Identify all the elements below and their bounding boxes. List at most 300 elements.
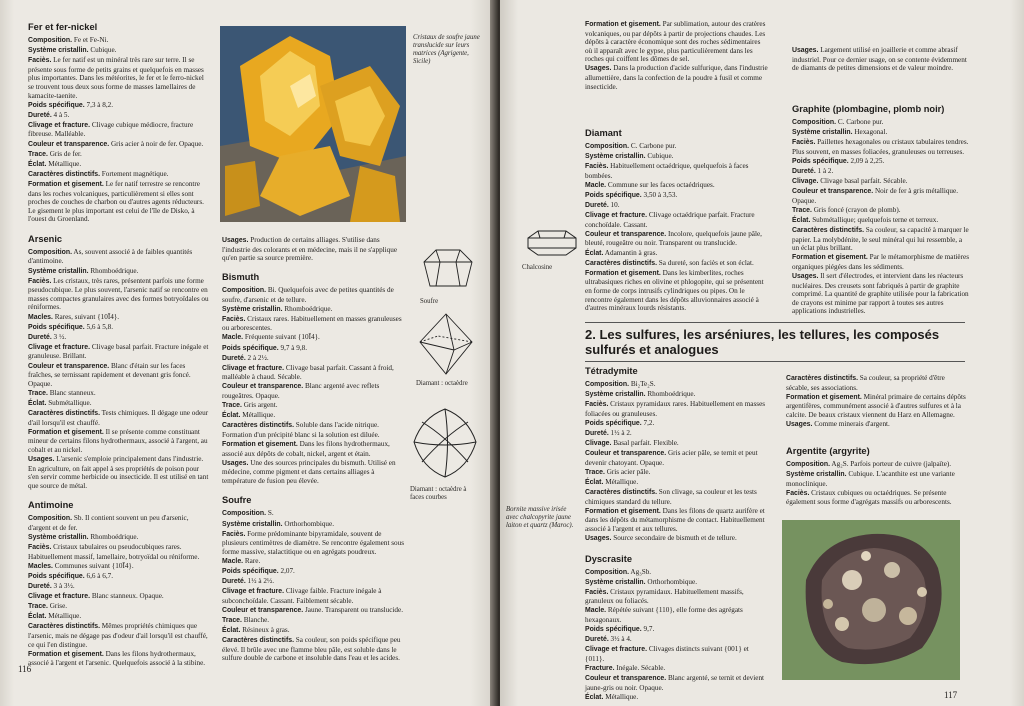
property-line — [585, 449, 769, 467]
property-value: Par sublimation, autour des cratères volcaniques, ou par dépôts à partir de projections chaudes. Les dépôts à caractère économique sont des roches sédimentaires où il apparaît avec le gypse, plus particulièrement dans les roches qui coiffent les dômes de sel. — [585, 20, 766, 64]
property-value: Cristaux tabulaires ou pseudocubiques rares. Habituellement massif, lamellaire, botryoïdal ou réniforme. — [28, 543, 200, 561]
property-label: Trace. — [28, 603, 48, 611]
mineral-title: Graphite (plombagine, plomb noir) — [792, 104, 945, 114]
section-number: 2. — [585, 327, 596, 342]
mineral-entry — [222, 272, 408, 485]
property-label: Caractères distinctifs. — [585, 259, 657, 267]
property-value: C. Carbone pur. — [836, 118, 884, 126]
property-line — [28, 277, 210, 312]
property-value: 1½ à 2½. — [245, 577, 275, 586]
property-line — [792, 216, 970, 226]
property-line — [28, 562, 210, 572]
property-line — [585, 568, 769, 578]
property-label: Couleur et transparence. — [222, 606, 304, 614]
property-label: Faciès. — [222, 530, 246, 538]
property-value: Clivages distincts suivant {001} et {011}. — [585, 645, 749, 663]
property-line — [28, 46, 210, 56]
property-line — [585, 635, 769, 645]
property-value: Sa couleur, son poids spécifique peu élevé. Il brûle avec une flamme bleu pâle, est soluble dans le sulfure double de carbone et insoluble dans l'eau et les acides. — [222, 636, 401, 663]
property-line — [28, 160, 210, 170]
property-label: Clivage. — [585, 440, 612, 448]
property-line — [585, 201, 769, 211]
property-value: Dans les filons de quartz aurifère et dans les dépôts du métamorphisme de contact. Habituellement associé à l'argent et aux tellures. — [585, 506, 765, 533]
property-value: 9,7. — [641, 625, 655, 634]
property-value: Jaune. Transparent ou translucide. — [303, 605, 403, 614]
property-value: Clivage basal parfait. Sécable. — [818, 177, 908, 186]
property-label: Dureté. — [222, 354, 246, 362]
property-value: Rhomboédrique. — [282, 304, 333, 313]
property-line — [585, 390, 769, 400]
sulfur-crystal-photo — [220, 26, 406, 222]
property-value: Noir de fer à gris métallique. Opaque. — [792, 187, 959, 205]
mineral-entry — [792, 104, 970, 316]
bornite-caption: Bornite massive irisée avec chalcopyrite jaune laiton et quartz (Maroc). — [506, 506, 574, 529]
property-line — [28, 248, 210, 266]
property-line — [585, 380, 769, 390]
property-line — [585, 142, 769, 152]
property-label: Caractères distinctifs. — [28, 170, 100, 178]
property-line — [28, 267, 210, 277]
property-label: Caractères distinctifs. — [28, 409, 100, 417]
property-value: Il sert d'électrodes, et intervient dans les réacteurs nucléaires. Des creusets sont fabriqués à partir de graphite comprimé. La quantité de graphite utilisée pour la fabrication de crayons est minime par rapport à toutes ses autres applications industrielles. — [792, 272, 969, 316]
right-column-3 — [585, 366, 769, 701]
property-value: Sa dureté, son faciès et son éclat. — [657, 258, 754, 267]
property-label: Formation et gisement. — [28, 428, 104, 436]
property-label: Caractères distinctifs. — [792, 227, 864, 235]
property-line — [28, 650, 210, 668]
mineral-title: Dyscrasite — [585, 553, 633, 564]
crystal-caption-diamant-faces-courbes: Diamant : octaèdre à faces courbes — [410, 486, 467, 501]
property-line — [28, 514, 210, 532]
property-value: Blanc stanneux. — [47, 388, 96, 397]
property-value: Gris acier à noir de fer. Opaque. — [109, 139, 204, 148]
property-line — [28, 36, 210, 46]
property-value: Dans les kimberlites, roches ultrabasiques riches en olivine et phlogopite, qui se présentent en forme de corps intrusifs cylindriques ou pipes. On le rencontre également dans les dépôts alluvionnaires associé à d'autres minéraux lourds résistants. — [585, 268, 764, 313]
property-value: Orthorhombique. — [282, 519, 335, 528]
property-line — [786, 470, 966, 488]
property-label: Système cristallin. — [585, 578, 646, 586]
property-line — [585, 429, 769, 439]
property-line — [786, 393, 966, 420]
property-label: Composition. — [792, 119, 837, 126]
property-value: Dans les filons hydrothermaux, associé à l'argent et l'arsenic. Quelquefois associé à la stibine. — [28, 649, 206, 668]
property-label: Couleur et transparence. — [585, 230, 667, 238]
property-value: 1½ à 2. — [608, 428, 632, 437]
property-value: Blanc argenté avec reflets rougeâtres. Opaque. — [222, 382, 380, 401]
property-line — [792, 157, 970, 167]
property-value: Métallique. — [603, 692, 639, 701]
property-value: Gris acier pâle, se ternit et peut devenir chatoyant. Opaque. — [585, 449, 758, 467]
property-label: Caractères distinctifs. — [222, 637, 294, 645]
mineral-entry — [28, 22, 210, 224]
property-value: Basal parfait. Flexible. — [611, 439, 679, 448]
property-line — [585, 588, 769, 606]
property-value: Fortement magnétique. — [100, 169, 169, 178]
property-label: Dureté. — [222, 578, 246, 586]
right-column-1 — [585, 128, 769, 316]
property-value: Son clivage, sa couleur et les tests chimiques standard du tellure. — [585, 488, 757, 506]
property-label: Usages. — [222, 459, 249, 467]
property-value: 7,2. — [641, 418, 655, 427]
property-label: Usages. — [28, 455, 55, 463]
property-label: Dureté. — [585, 636, 609, 644]
property-label: Caractères distinctifs. — [28, 623, 100, 631]
property-line — [28, 111, 210, 121]
property-label: Éclat. — [28, 613, 47, 621]
property-label: Clivage et fracture. — [28, 121, 91, 129]
right-column-2-top — [792, 46, 970, 100]
property-value: Commune sur les faces octaédriques. — [606, 180, 715, 189]
property-label: Couleur et transparence. — [792, 188, 874, 196]
property-value: Submétallique. — [46, 398, 92, 407]
property-value: Résineux à gras. — [240, 626, 290, 635]
property-label: Faciès. — [28, 277, 52, 285]
property-value: Cubique. — [88, 46, 117, 55]
property-line — [585, 162, 769, 180]
property-line — [786, 489, 966, 507]
property-line — [792, 138, 970, 156]
property-label: Éclat. — [222, 412, 241, 420]
crystal-caption-chalcosine: Chalcosine — [522, 264, 553, 271]
property-line — [28, 572, 210, 582]
property-label: Faciès. — [792, 139, 816, 147]
property-label: Formation et gisement. — [585, 507, 661, 515]
property-line — [28, 399, 210, 409]
property-label: Caractères distinctifs. — [786, 375, 858, 382]
property-label: Système cristallin. — [786, 471, 847, 479]
property-line — [222, 354, 408, 364]
property-line — [222, 305, 408, 315]
property-line — [222, 606, 408, 616]
property-line — [585, 664, 769, 674]
property-label: Composition. — [222, 510, 267, 518]
property-line — [786, 374, 966, 392]
property-line — [28, 533, 210, 543]
property-value: Cristaux pyramidaux rares. Habituellement en masses foliacées ou granuleuses. — [585, 400, 766, 418]
property-line — [222, 636, 408, 663]
property-line — [28, 582, 210, 592]
property-line — [786, 460, 966, 470]
mineral-entry — [786, 446, 966, 507]
property-label: Caractères distinctifs. — [222, 422, 294, 430]
property-line — [28, 170, 210, 180]
property-line — [585, 488, 769, 506]
property-line — [28, 543, 210, 561]
property-value: Métallique. — [46, 159, 82, 168]
property-line — [792, 187, 970, 205]
mineral-title: Bismuth — [222, 272, 260, 282]
page-number-left: 116 — [18, 664, 32, 674]
property-label: Composition. — [585, 143, 630, 150]
property-label: Usages. — [792, 273, 819, 280]
property-label: Macle. — [585, 181, 607, 189]
property-label: Composition. — [222, 287, 267, 294]
property-line — [28, 56, 210, 100]
mineral-entry — [28, 234, 210, 490]
property-line — [585, 468, 769, 478]
property-line — [222, 344, 408, 354]
property-value: Blanc d'étain sur les faces fraîches, se ternissant rapidement et devenant gris foncé. Opaque. — [28, 361, 191, 388]
property-label: Trace. — [585, 468, 605, 476]
property-label: Dureté. — [28, 111, 52, 119]
property-line — [585, 191, 769, 201]
property-line — [222, 530, 408, 557]
property-label: Fracture. — [585, 665, 615, 673]
property-value: Incolore, quelquefois jaune pâle, bleuté, rougeâtre ou noir. Transparent ou translucide. — [585, 229, 762, 248]
property-value: Gris de fer. — [47, 149, 82, 158]
property-value: Métallique. — [603, 477, 639, 486]
property-value: 4 à 5. — [51, 110, 70, 119]
left-column-1 — [28, 22, 210, 682]
property-line — [28, 150, 210, 160]
property-value: Production de certains alliages. S'utilise dans l'industrie des colorants et en médecine, mais il ne s'applique qu'en partie sa source première. — [222, 236, 398, 263]
property-label: Trace. — [222, 402, 242, 410]
property-label: Trace. — [28, 389, 48, 397]
property-line — [222, 421, 408, 439]
property-label: Système cristallin. — [28, 267, 89, 275]
property-label: Macle. — [222, 334, 244, 342]
property-value: Gris argent. — [241, 401, 278, 410]
property-line — [28, 622, 210, 649]
property-label: Formation et gisement. — [28, 180, 104, 188]
property-value: Dans les filons hydrothermaux, associé aux dépôts de cobalt, nickel, argent et étain. — [222, 440, 390, 458]
property-line — [792, 46, 970, 73]
property-label: Formation et gisement. — [585, 269, 661, 277]
property-label: Système cristallin. — [222, 305, 283, 313]
mineral-entry — [585, 366, 769, 544]
property-value: Métallique. — [46, 612, 82, 621]
section-heading — [585, 322, 965, 362]
property-value: Hexagonal. — [852, 128, 888, 137]
property-value: Clivage basal parfait. Fracture inégale et granuleuse. Brillant. — [28, 342, 209, 361]
property-label: Composition. — [28, 248, 73, 256]
property-value: Ag₂S. Parfois porteur de cuivre (jalpaïte). — [830, 460, 952, 468]
property-line — [28, 455, 210, 490]
property-line — [28, 389, 210, 399]
property-value: C. Carbone pur. — [629, 142, 677, 150]
property-label: Formation et gisement. — [585, 21, 661, 28]
property-line — [585, 419, 769, 429]
property-line — [222, 286, 408, 304]
property-value: Fréquente suivant {10Ī4}. — [243, 333, 320, 342]
property-label: Poids spécifique. — [585, 419, 642, 427]
property-value: 5,6 à 5,8. — [84, 322, 114, 331]
property-value: Inégale. Sécable. — [614, 664, 666, 673]
property-line — [28, 409, 210, 427]
property-label: Formation et gisement. — [222, 441, 298, 448]
property-value: Mêmes propriétés chimiques que l'arsenic, mais ne dégage pas d'odeur d'ail lorsqu'il est chauffé, ce qui l'en distingue. — [28, 622, 208, 649]
property-line — [585, 230, 769, 248]
property-value: Une des sources principales du bismuth. Utilisé en médecine, comme pigment et dans certains alliages à température de fusion peu élevée. — [222, 458, 396, 485]
property-value: Adamantin à gras. — [603, 248, 658, 257]
property-label: Macles. — [28, 562, 53, 570]
property-label: Usages. — [786, 420, 813, 428]
right-column-2 — [792, 104, 970, 318]
property-line — [222, 567, 408, 577]
property-line — [222, 520, 408, 530]
property-value: Orthorhombique. — [645, 577, 698, 586]
photo-caption: Cristaux de soufre jaune translucide sur leurs matrices (Agrigente, Sicile) — [413, 34, 480, 65]
left-column-2-top — [222, 236, 408, 270]
property-label: Faciès. — [585, 401, 609, 409]
property-line — [792, 167, 970, 177]
property-label: Système cristallin. — [28, 534, 89, 541]
property-value: 2,09 à 2,25. — [848, 156, 885, 165]
property-line — [222, 626, 408, 636]
property-line — [786, 420, 966, 430]
property-label: Faciès. — [28, 57, 52, 65]
mineral-title: Diamant — [585, 128, 622, 138]
property-value: Habituellement octaédrique, quelquefois à faces bombées. — [585, 162, 749, 180]
property-label: Éclat. — [585, 693, 604, 701]
property-label: Dureté. — [792, 167, 816, 175]
property-value: As, souvent associé à de faibles quantités d'antimoine. — [28, 247, 193, 266]
property-value: Rares, suivant {10Ī4}. — [52, 312, 120, 321]
mineral-entry — [222, 495, 408, 663]
page-number-right: 117 — [944, 690, 958, 700]
property-label: Poids spécifique. — [585, 191, 642, 199]
property-line — [222, 577, 408, 587]
property-value: 1 à 2. — [815, 166, 834, 175]
property-label: Faciès. — [28, 544, 52, 552]
property-line — [28, 140, 210, 150]
mineral-title: Argentite (argyrite) — [786, 446, 870, 456]
property-label: Composition. — [786, 461, 831, 468]
property-line — [222, 557, 408, 567]
property-line — [585, 211, 769, 229]
property-value: 3½ à 4. — [608, 635, 632, 644]
property-label: Faciès. — [585, 588, 609, 596]
property-value: Par le métamorphisme de matières organiques piégées dans les sédiments. — [792, 253, 970, 271]
property-value: Cubique. L'acanthite est une variante monoclinique. — [786, 470, 955, 488]
property-value: Bi. Quelquefois avec de petites quantités de soufre, d'arsenic et de tellure. — [222, 286, 394, 304]
property-line — [585, 625, 769, 635]
property-line — [585, 578, 769, 588]
property-value: 6,6 à 6,7. — [84, 571, 114, 580]
property-value: Le fer natif est un minéral très rare sur terre. Il se présente sous forme de petits grains et quelquefois en masses plus importantes. Dans les météorites, le fer et le ferro-nickel se trouvent tous deux sous forme de masses lamellaires de kamacite-taenite. — [28, 56, 204, 100]
property-label: Faciès. — [786, 489, 810, 497]
property-label: Composition. — [585, 568, 630, 576]
property-line — [585, 249, 769, 259]
property-value: Sa couleur, sa propriété d'être sécable, ses associations. — [786, 374, 945, 392]
property-label: Formation et gisement. — [792, 254, 868, 262]
property-label: Dureté. — [28, 333, 52, 341]
property-line — [222, 459, 408, 486]
property-label: Formation et gisement. — [28, 650, 104, 658]
property-value: Source secondaire de bismuth et de tellure. — [611, 534, 737, 542]
crystal-caption-soufre: Soufre — [420, 298, 439, 305]
property-label: Clivage et fracture. — [585, 212, 648, 220]
property-label: Dureté. — [585, 429, 609, 437]
right-column-4 — [786, 446, 966, 508]
property-label: Éclat. — [28, 160, 47, 168]
property-label: Usages. — [222, 237, 249, 244]
property-line — [585, 606, 769, 624]
right-column-4-top — [786, 374, 966, 438]
property-label: Éclat. — [792, 216, 811, 224]
property-value: Minéral primaire de certains dépôts argentifères, communément associé à d'autres sulfures et à la calcite. De beaux cristaux viennent du Harz en Allemagne. — [786, 392, 966, 419]
property-line — [28, 343, 210, 361]
property-label: Trace. — [28, 150, 48, 158]
property-line — [28, 333, 210, 343]
property-line — [222, 236, 408, 263]
property-line — [792, 272, 970, 316]
property-value: Répétée suivant {110}, elle forme des agrégats hexagonaux. — [585, 606, 743, 625]
property-line — [28, 428, 210, 455]
property-line — [222, 333, 408, 343]
mineral-title: Fer et fer-nickel — [28, 22, 98, 32]
property-line — [222, 315, 408, 333]
property-label: Poids spécifique. — [585, 626, 642, 634]
property-line — [222, 509, 408, 519]
property-label: Poids spécifique. — [222, 568, 279, 576]
property-value: Fe et Fe-Ni. — [72, 36, 109, 44]
property-value: Paillettes hexagonales ou cristaux tabulaires tendres. Plus souvent, en masses foliacées, granuleuses ou terreuses. — [792, 138, 969, 156]
property-label: Système cristallin. — [585, 153, 646, 161]
property-label: Système cristallin. — [222, 520, 283, 528]
property-line — [585, 674, 769, 692]
property-value: Comme minerais d'argent. — [812, 419, 890, 428]
property-value: Rhomboédrique. — [88, 266, 139, 275]
property-value: 2,07. — [278, 567, 295, 576]
property-label: Clivage et fracture. — [222, 364, 285, 372]
property-label: Couleur et transparence. — [222, 383, 304, 391]
property-line — [222, 440, 408, 458]
property-value: Blanche. — [241, 616, 270, 624]
property-line — [28, 362, 210, 389]
property-label: Système cristallin. — [28, 47, 89, 55]
property-value: Rhomboédrique. — [645, 390, 696, 399]
property-line — [792, 206, 970, 216]
property-line — [28, 101, 210, 111]
property-value: Sb. Il contient souvent un peu d'arsenic, d'argent et de fer. — [28, 514, 189, 532]
property-line — [585, 152, 769, 162]
property-value: 3 ½. — [51, 332, 67, 341]
property-label: Système cristallin. — [792, 129, 853, 137]
property-label: Couleur et transparence. — [585, 675, 667, 683]
property-value: Sa couleur, sa capacité à marquer le papier. La molybdénite, le seul minéral qui lui ressemble, a un éclat plus brillant. — [792, 226, 969, 253]
diamond-curved-faces-drawing — [410, 406, 480, 480]
property-line — [585, 439, 769, 449]
property-label: Clivage et fracture. — [222, 588, 285, 596]
property-label: Usages. — [585, 535, 612, 542]
mineral-entry — [585, 128, 769, 313]
property-label: Caractères distinctifs. — [585, 489, 657, 497]
property-line — [222, 616, 408, 626]
property-line — [222, 364, 408, 382]
property-line — [792, 118, 970, 128]
property-line — [585, 645, 769, 663]
property-label: Macle. — [585, 607, 607, 615]
property-label: Clivage et fracture. — [28, 343, 91, 351]
property-line — [585, 20, 769, 64]
property-value: S. — [266, 509, 274, 518]
property-value: Métallique. — [240, 411, 276, 420]
property-value: Communes suivant {10Ī4}. — [52, 561, 134, 570]
property-value: Les cristaux, très rares, présentent parfois une forme pseudocubique. Le plus souvent, l'arsenic natif se rencontre en masses compactes granulaires avec des formes botryoïdales ou réniformes. — [28, 276, 209, 312]
property-line — [585, 269, 769, 313]
section-title: Les sulfures, les arséniures, les tellures, les composés sulfurés et analogues — [585, 327, 940, 357]
property-value: Dans la production d'acide sulfurique, dans l'industrie allumettière, dans la confection de la poudre à fusil et comme insecticide. — [585, 64, 768, 91]
left-column-2 — [222, 272, 408, 684]
property-line — [28, 323, 210, 333]
property-line — [792, 177, 970, 187]
property-value: Submétallique; quelquefois terne et terreux. — [810, 215, 939, 224]
property-value: Le fer natif terrestre se rencontre dans les roches volcaniques, particulièrement si elles sont proches de couches de charbon ou d'autres agents réducteurs. Le gisement le plus important est celui de l'île de Disko, à l'ouest du Groenland. — [28, 179, 204, 224]
property-value: Gris acier pâle. — [604, 467, 651, 476]
property-line — [222, 401, 408, 411]
property-value: Gris foncé (crayon de plomb). — [811, 205, 901, 214]
